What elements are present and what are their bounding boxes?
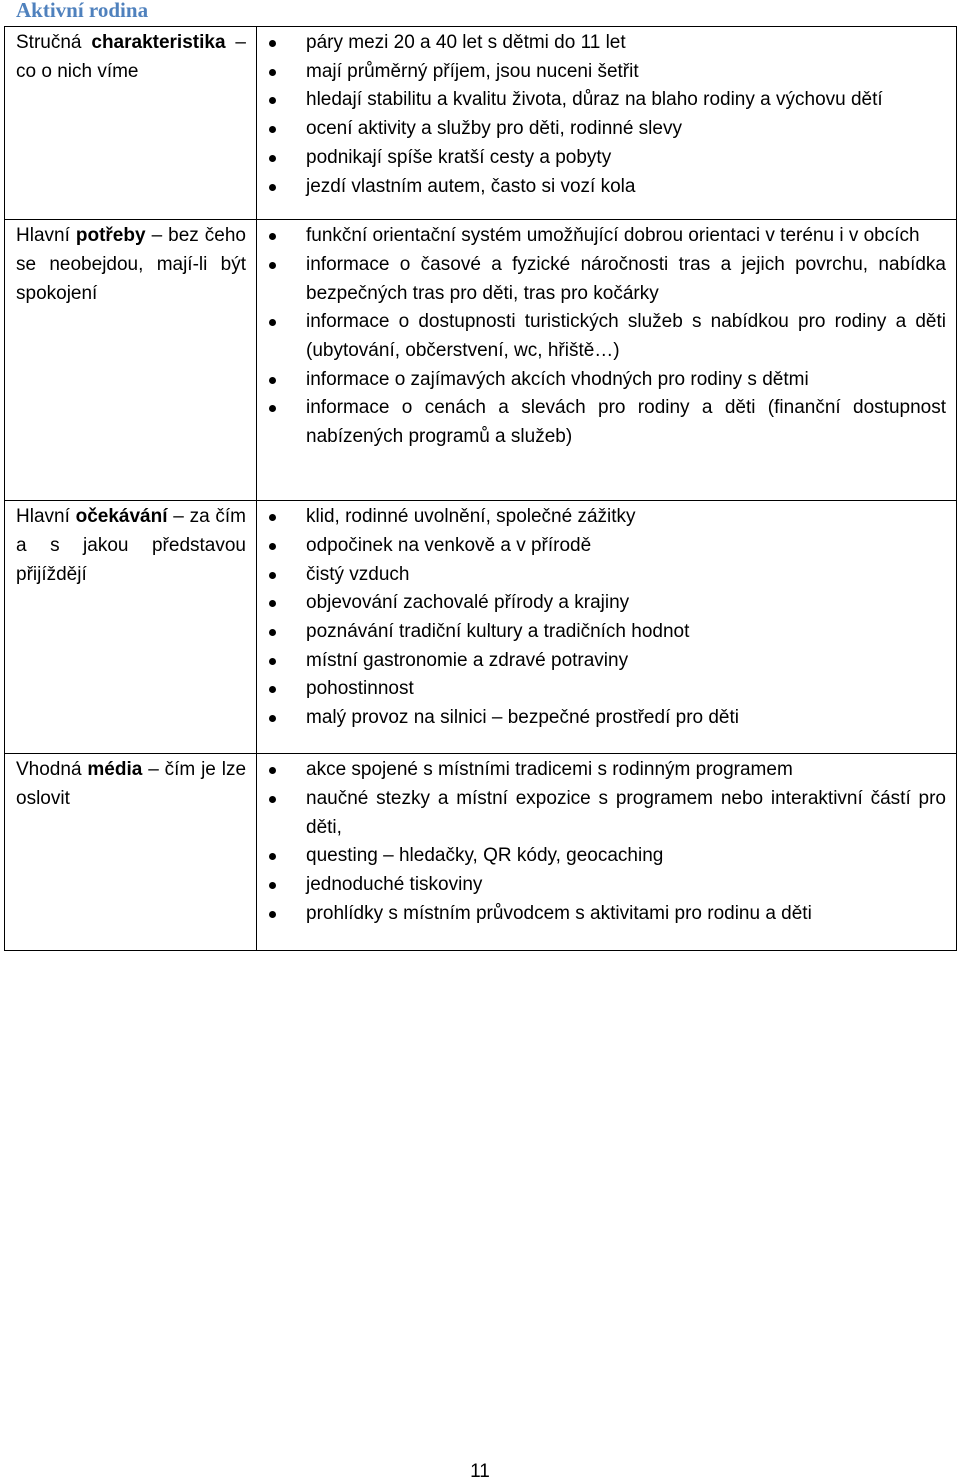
bullet-icon: [269, 40, 276, 47]
row-label: [16, 29, 246, 86]
bullet-icon: [269, 405, 276, 412]
row-label-keyword: potřeby: [75, 225, 146, 247]
list-item-text: ocení aktivity a služby pro děti, rodinné slevy: [306, 118, 682, 140]
row-label-keyword: očekávání: [75, 506, 168, 528]
bullet-list: [269, 503, 946, 733]
bullet-icon: [269, 155, 276, 162]
list-item-text: místní gastronomie a zdravé potraviny: [306, 649, 629, 671]
list-item-text: informace o dostupnosti turistických služeb s nabídkou pro rodiny a děti (ubytování, občerstvení, wc, hřiště…): [306, 311, 946, 362]
bullet-icon: [269, 126, 276, 133]
row-label-keyword: charakteristika: [91, 32, 226, 53]
list-item: [269, 561, 946, 590]
row-items-cell: [257, 220, 957, 501]
table-row: [5, 501, 957, 754]
page-title: Aktivní rodina: [16, 0, 149, 22]
list-item-text: naučné stezky a místní expozice s programem nebo interaktivní částí pro děti,: [306, 787, 946, 838]
list-item-text: páry mezi 20 a 40 let s dětmi do 11 let: [306, 32, 626, 53]
row-items-cell: [257, 27, 957, 220]
list-item-text: objevování zachovalé přírody a krajiny: [306, 592, 630, 614]
list-item: [269, 173, 946, 202]
bullet-icon: [269, 658, 276, 665]
table-row: [5, 220, 957, 501]
row-label-suffix: – čím je lze oslovit: [16, 759, 247, 809]
list-item: [269, 144, 946, 173]
row-label: [16, 756, 246, 813]
list-item: [269, 308, 946, 365]
row-label-keyword: média: [87, 759, 143, 781]
list-item-text: odpočinek na venkově a v přírodě: [306, 534, 592, 556]
list-item-text: poznávání tradiční kultury a tradičních hodnot: [306, 621, 690, 643]
list-item-text: čistý vzduch: [306, 563, 410, 585]
bullet-icon: [269, 715, 276, 722]
row-label-suffix: – co o nich víme: [16, 32, 246, 82]
list-item: [269, 366, 946, 395]
list-item-text: informace o zajímavých akcích vhodných pro rodiny s dětmi: [306, 368, 809, 390]
row-label-prefix: Vhodná: [16, 759, 82, 781]
list-item: [269, 532, 946, 561]
bullet-icon: [269, 911, 276, 918]
list-item-text: jezdí vlastním autem, často si vozí kola: [306, 175, 636, 197]
bullet-icon: [269, 377, 276, 384]
row-label-cell: [5, 27, 257, 220]
list-item-text: mají průměrný příjem, jsou nuceni šetřit: [306, 60, 639, 82]
bullet-icon: [269, 853, 276, 860]
row-label-suffix: – za čím a s jakou představou přijíždějí: [16, 506, 246, 585]
bullet-icon: [269, 184, 276, 191]
row-label-prefix: Hlavní: [16, 506, 70, 528]
list-item: [269, 589, 946, 618]
list-item-text: informace o časové a fyzické náročnosti tras a jejich povrchu, nabídka bezpečných tras pro děti, tras pro kočárky: [306, 253, 946, 304]
row-label: [16, 503, 246, 589]
row-items-cell: [257, 501, 957, 754]
list-item: [269, 647, 946, 676]
row-label-suffix: – bez čeho se neobejdou, mají-li být spokojení: [16, 225, 246, 304]
list-item-text: funkční orientační systém umožňující dobrou orientaci v terénu i v obcích: [306, 225, 920, 247]
list-item-text: questing – hledačky, QR kódy, geocaching: [306, 845, 664, 867]
bullet-icon: [269, 629, 276, 636]
list-item: [269, 618, 946, 647]
bullet-icon: [269, 572, 276, 579]
bullet-list: [269, 29, 946, 201]
row-label-prefix: Hlavní: [16, 225, 70, 247]
bullet-icon: [269, 767, 276, 774]
bullet-icon: [269, 262, 276, 269]
bullet-icon: [269, 600, 276, 607]
list-item: [269, 842, 946, 871]
list-item-text: akce spojené s místními tradicemi s rodinným programem: [306, 759, 793, 781]
list-item: [269, 251, 946, 308]
list-item: [269, 503, 946, 532]
bullet-icon: [269, 233, 276, 240]
table-row: [5, 27, 957, 220]
bullet-icon: [269, 319, 276, 326]
page-number: 11: [470, 1461, 490, 1482]
list-item-text: klid, rodinné uvolnění, společné zážitky: [306, 506, 636, 528]
bullet-icon: [269, 514, 276, 521]
table-row: [5, 754, 957, 951]
list-item-text: pohostinnost: [306, 678, 414, 700]
list-item-text: informace o cenách a slevách pro rodiny a děti (finanční dostupnost nabízených programů a služeb): [306, 397, 946, 448]
segment-profile-table: [4, 26, 957, 951]
list-item: [269, 86, 946, 115]
bullet-icon: [269, 686, 276, 693]
list-item: [269, 222, 946, 251]
bullet-list: [269, 222, 946, 452]
list-item: [269, 394, 946, 451]
row-label-prefix: Stručná: [16, 32, 82, 53]
list-item: [269, 675, 946, 704]
list-item-text: hledají stabilitu a kvalitu života, důraz na blaho rodiny a výchovu dětí: [306, 89, 883, 111]
list-item: [269, 29, 946, 58]
bullet-icon: [269, 69, 276, 76]
row-items-cell: [257, 754, 957, 951]
list-item: [269, 871, 946, 900]
bullet-icon: [269, 882, 276, 889]
list-item: [269, 785, 946, 842]
bullet-icon: [269, 796, 276, 803]
list-item-text: podnikají spíše kratší cesty a pobyty: [306, 146, 612, 168]
list-item: [269, 756, 946, 785]
list-item: [269, 58, 946, 87]
bullet-icon: [269, 97, 276, 104]
row-label-cell: [5, 754, 257, 951]
row-label-cell: [5, 501, 257, 754]
row-label: [16, 222, 246, 308]
list-item-text: jednoduché tiskoviny: [306, 874, 483, 896]
list-item: [269, 900, 946, 929]
list-item: [269, 704, 946, 733]
bullet-list: [269, 756, 946, 928]
row-label-cell: [5, 220, 257, 501]
list-item-text: malý provoz na silnici – bezpečné prostředí pro děti: [306, 707, 740, 729]
list-item-text: prohlídky s místním průvodcem s aktivitami pro rodinu a děti: [306, 902, 812, 924]
list-item: [269, 115, 946, 144]
bullet-icon: [269, 543, 276, 550]
